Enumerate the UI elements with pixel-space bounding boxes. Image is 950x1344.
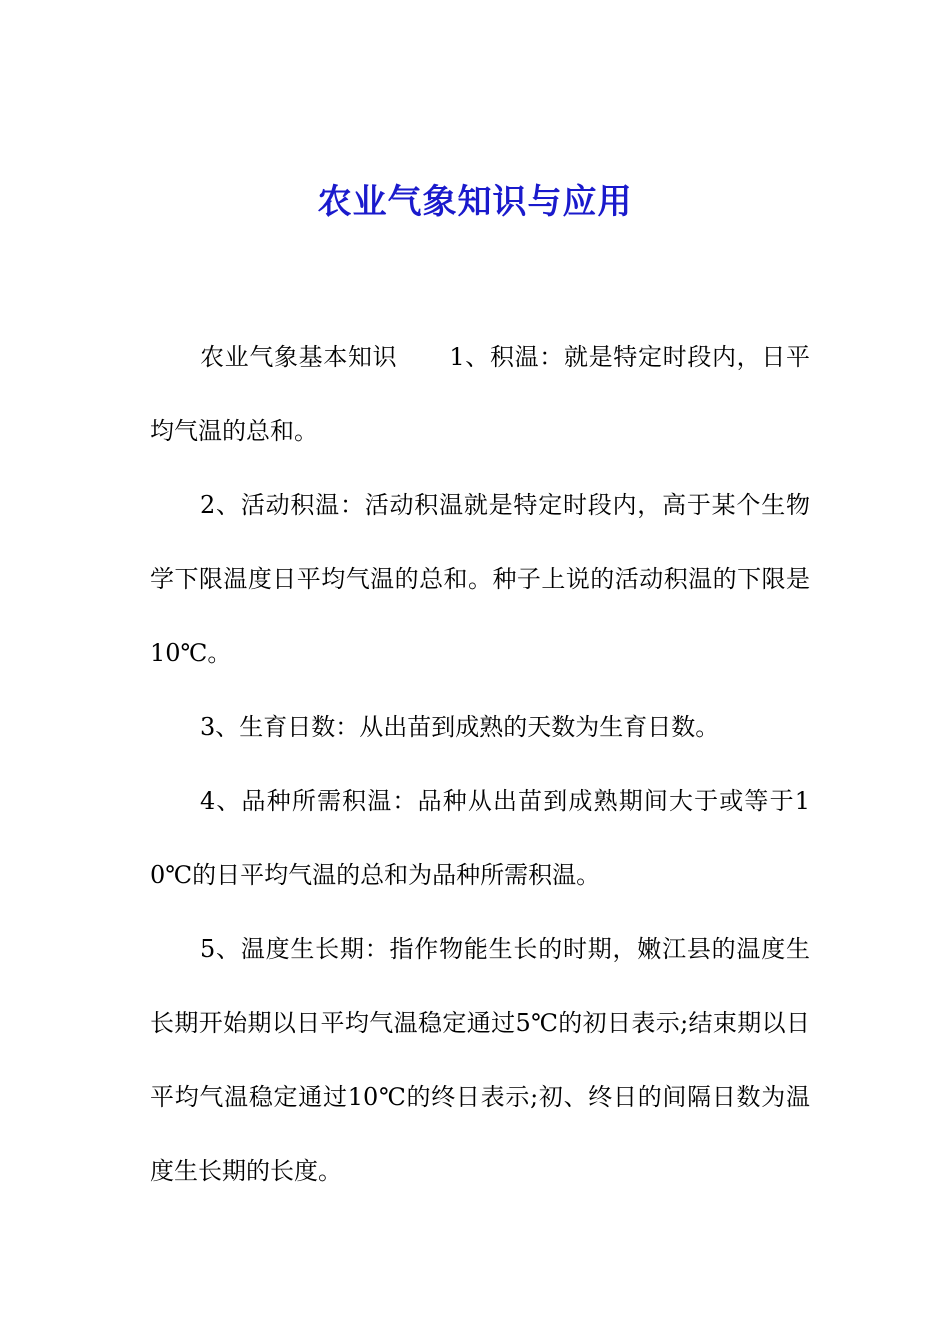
paragraph-5: 5、温度生长期：指作物能生长的时期，嫩江县的温度生长期开始期以日平均气温稳定通过5℃的初日表示;结束期以日平均气温稳定通过10℃的终日表示;初、终日的间隔日数为温度生长期的长度。 xyxy=(150,935,810,1185)
paragraph-4: 4、品种所需积温：品种从出苗到成熟期间大于或等于10℃的日平均气温的总和为品种所需积温。 xyxy=(150,787,810,889)
paragraph-1 xyxy=(150,320,810,468)
paragraph-3: 3、生育日数：从出苗到成熟的天数为生育日数。 xyxy=(200,713,720,741)
paragraph-text: 1、积温：就是特定时段内，日平均气温的总和。 xyxy=(150,343,810,445)
paragraph-2: 2、活动积温：活动积温就是特定时段内，高于某个生物学下限温度日平均气温的总和。种子上说的活动积温的下限是10℃。 xyxy=(150,491,810,667)
section-heading: 农业气象基本知识 xyxy=(200,343,398,371)
document-title: 农业气象知识与应用 xyxy=(317,182,633,222)
document-body xyxy=(150,320,810,1208)
